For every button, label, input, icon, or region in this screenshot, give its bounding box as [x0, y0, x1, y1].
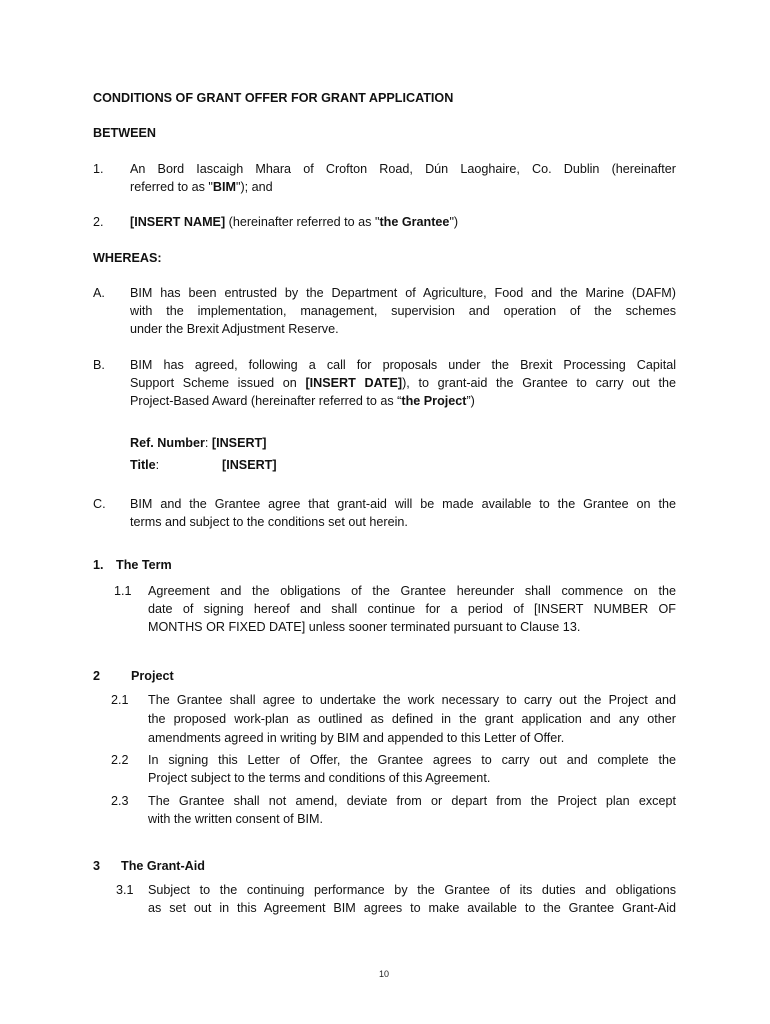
recital-b-line-2: Support Scheme issued on [INSERT DATE]), to grant-aid the Grantee to carry out the [130, 376, 676, 390]
clause-2-1-line-2: the proposed work-plan as outlined as defined in the grant application and any other [148, 712, 676, 726]
clause-2-1-line-1: The Grantee shall agree to undertake the work necessary to carry out the Project and [148, 693, 676, 707]
clause-3-1-line-1: Subject to the continuing performance by the Grantee of its duties and obligations [148, 883, 676, 897]
between-heading: BETWEEN [93, 126, 156, 140]
ref-number-line: Ref. Number: [INSERT] [130, 436, 267, 450]
clause-1-1-line-3: MONTHS OR FIXED DATE] unless sooner terminated pursuant to Clause 13. [148, 620, 581, 634]
clause-2-2-number: 2.2 [111, 753, 129, 767]
section-2-number: 2 [93, 669, 101, 683]
clause-1-1-number: 1.1 [114, 584, 132, 598]
section-1-number: 1. [93, 558, 104, 572]
recital-a-label: A. [93, 286, 105, 300]
party-1-number: 1. [93, 162, 104, 176]
recital-c-label: C. [93, 497, 106, 511]
recital-a-line-1: BIM has been entrusted by the Department of Agriculture, Food and the Marine (DAFM) [130, 286, 676, 300]
clause-1-1-line-2: date of signing hereof and shall continue for a period of [INSERT NUMBER OF [148, 602, 676, 616]
title-label: Title: [130, 458, 160, 472]
recital-b-label: B. [93, 358, 105, 372]
section-3-number: 3 [93, 859, 101, 873]
party-1-line-1: An Bord Iascaigh Mhara of Crofton Road, Dún Laoghaire, Co. Dublin (hereinafter [130, 162, 676, 176]
clause-3-1-line-2: as set out in this Agreement BIM agrees to make available to the Grantee Grant-Aid [148, 901, 676, 915]
section-3-heading: The Grant-Aid [121, 859, 205, 873]
clause-2-3-line-2: with the written consent of BIM. [148, 812, 323, 826]
clause-2-2-line-1: In signing this Letter of Offer, the Grantee agrees to carry out and complete the [148, 753, 676, 767]
clause-1-1-line-1: Agreement and the obligations of the Grantee hereunder shall commence on the [148, 584, 676, 598]
clause-2-2-line-2: Project subject to the terms and conditions of this Agreement. [148, 771, 491, 785]
clause-2-3-line-1: The Grantee shall not amend, deviate from or depart from the Project plan except [148, 794, 676, 808]
recital-a-line-3: under the Brexit Adjustment Reserve. [130, 322, 339, 336]
recital-c-line-1: BIM and the Grantee agree that grant-aid will be made available to the Grantee on the [130, 497, 676, 511]
clause-2-1-number: 2.1 [111, 693, 129, 707]
whereas-heading: WHEREAS: [93, 251, 162, 265]
recital-b-line-3: Project-Based Award (hereinafter referred to as “the Project”) [130, 394, 475, 408]
section-2-heading: Project [131, 669, 174, 683]
clause-2-3-number: 2.3 [111, 794, 129, 808]
clause-2-1-line-3: amendments agreed in writing by BIM and appended to this Letter of Offer. [148, 731, 565, 745]
party-1-line-2: referred to as "BIM"); and [130, 180, 273, 194]
page-number: 10 [379, 969, 390, 979]
clause-3-1-number: 3.1 [116, 883, 134, 897]
title-value: [INSERT] [222, 458, 277, 472]
party-2-number: 2. [93, 215, 104, 229]
recital-b-line-1: BIM has agreed, following a call for proposals under the Brexit Processing Capital [130, 358, 676, 372]
recital-c-line-2: terms and subject to the conditions set out herein. [130, 515, 408, 529]
recital-a-line-2: with the implementation, management, supervision and operation of the schemes [130, 304, 676, 318]
party-2-line: [INSERT NAME] (hereinafter referred to as "the Grantee") [130, 215, 459, 229]
section-1-heading: The Term [116, 558, 172, 572]
document-title: CONDITIONS OF GRANT OFFER FOR GRANT APPLICATION [93, 91, 454, 105]
